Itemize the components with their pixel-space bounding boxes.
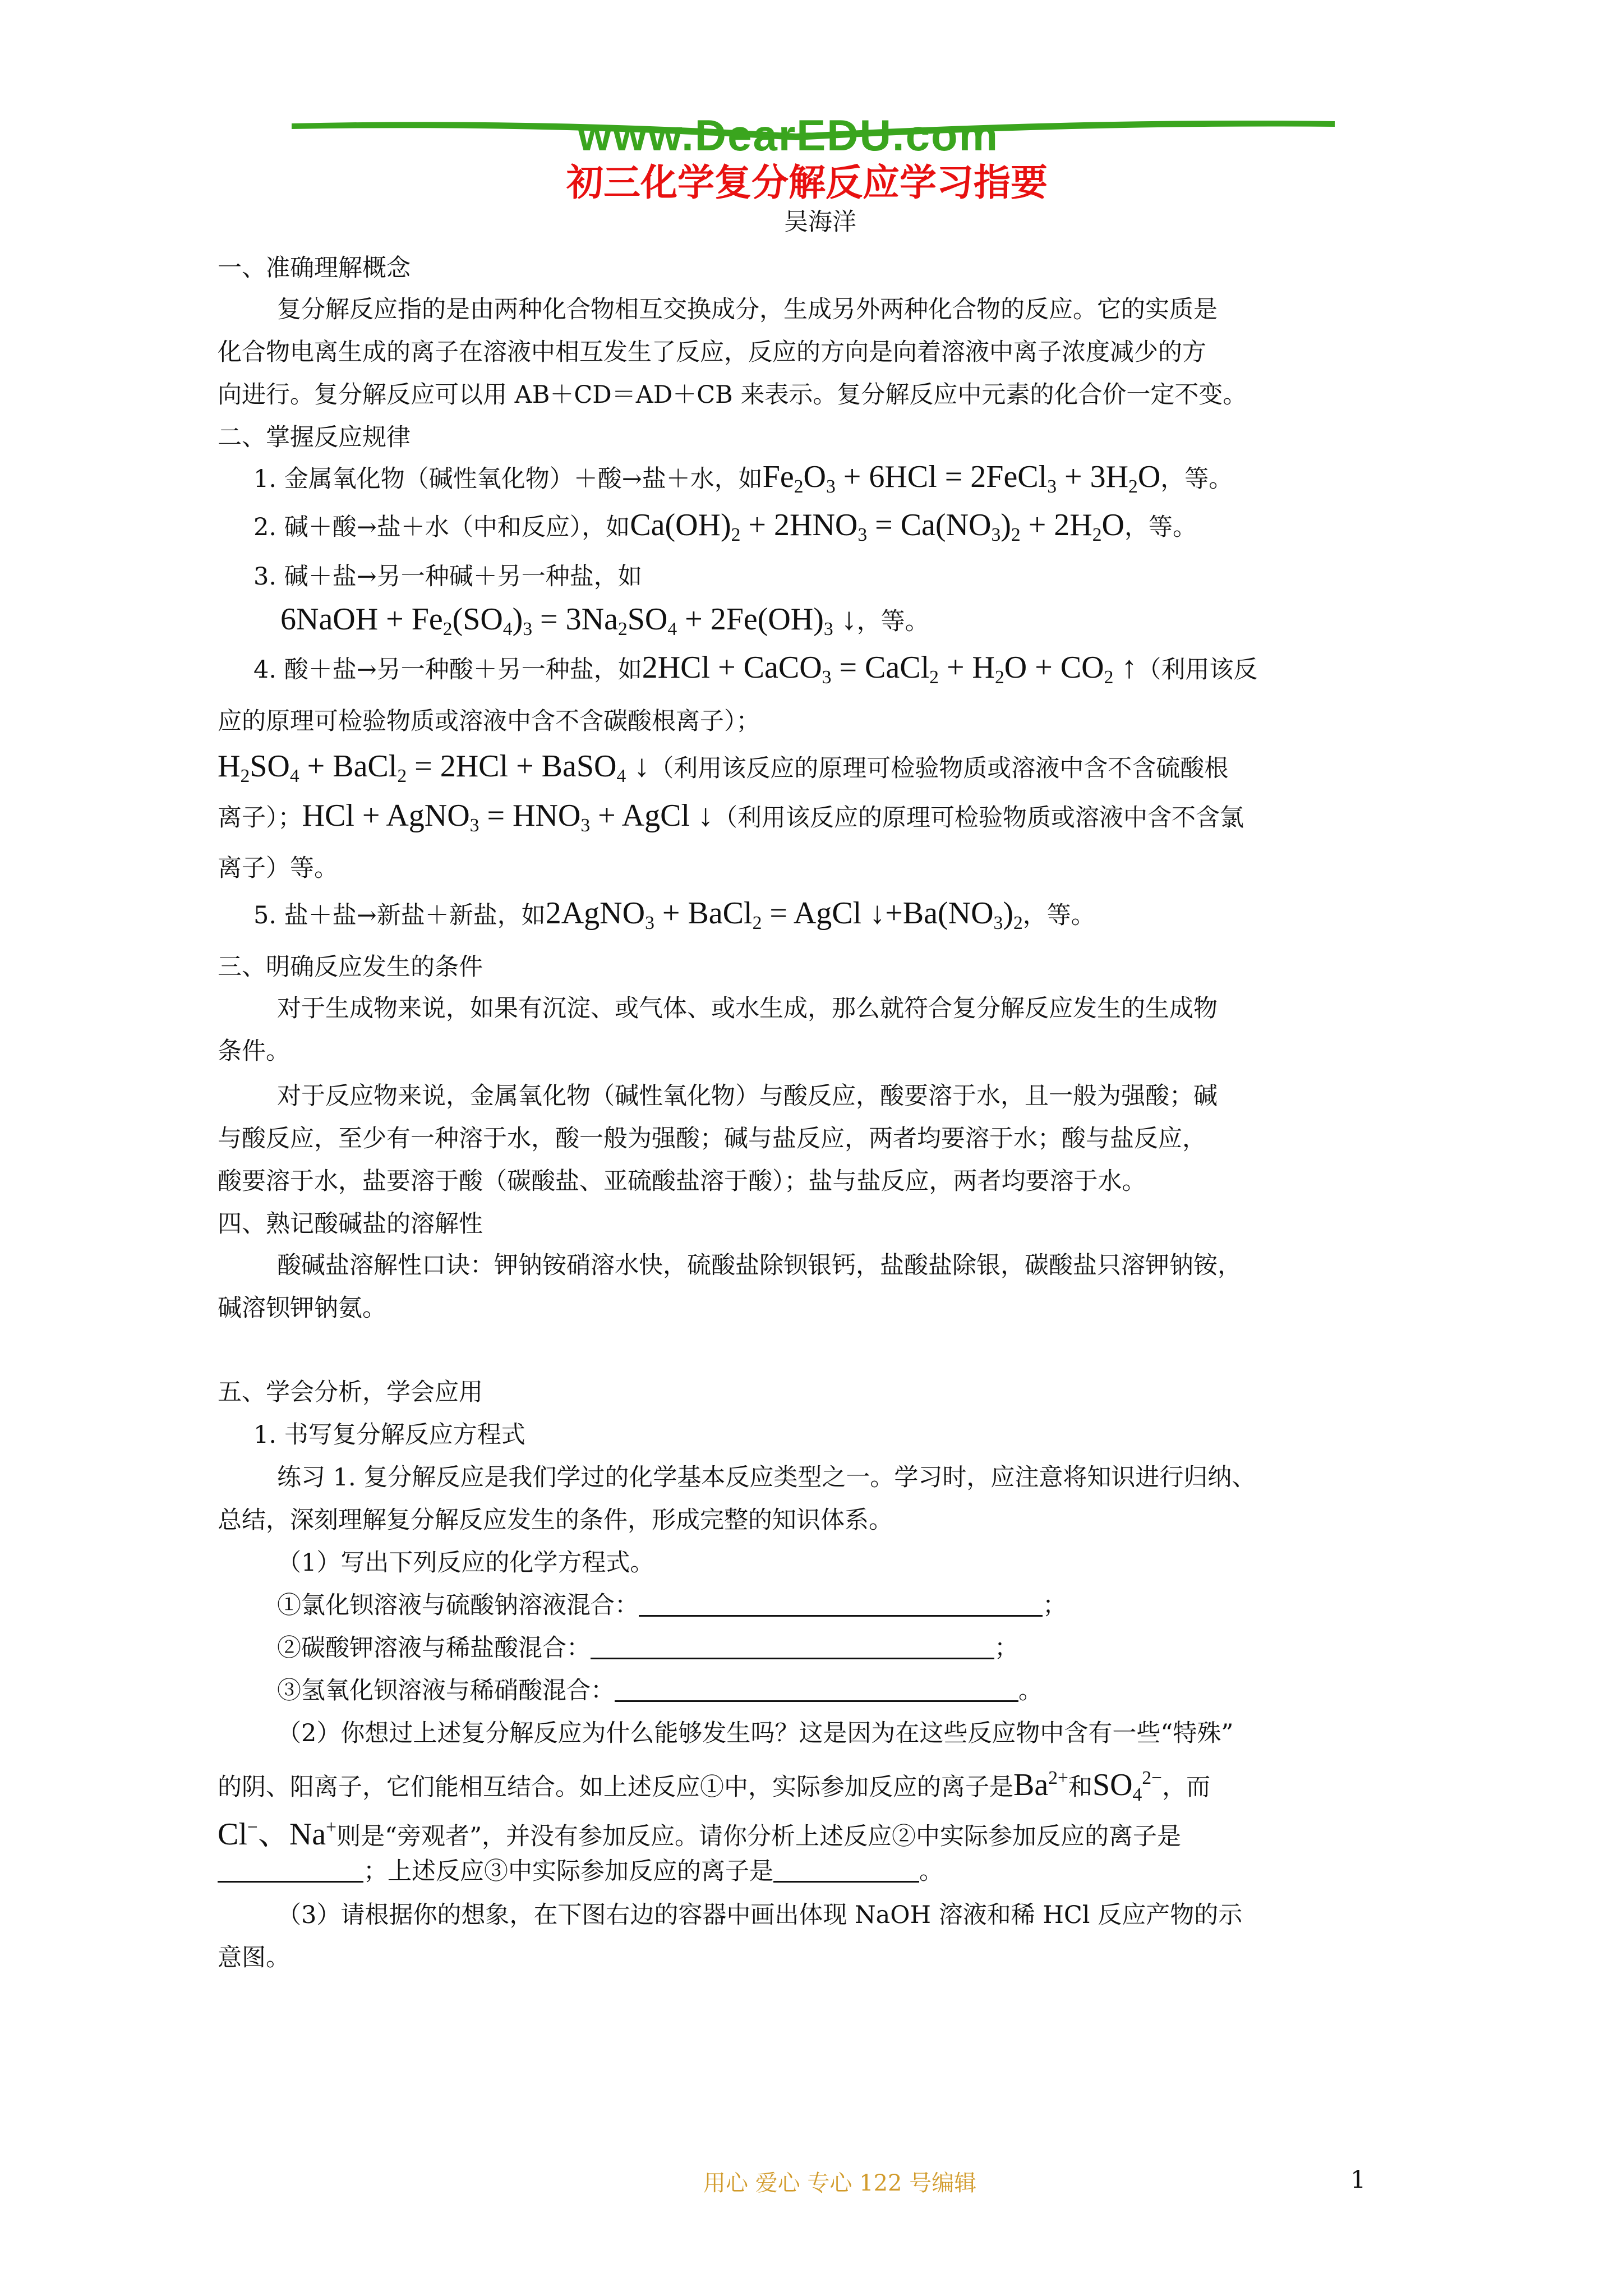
site-logo: www.DearEDU.com [578,111,999,160]
paragraph-line: 条件。 [218,1037,290,1065]
rule-4-line3: $H_2SO_4$ + BaCl$_2$ = 2HCl + BaSO$_4$ ↓（利用该反应的原理可检验物质或溶液中含不含硫酸根 [218,749,1229,787]
ion-formula: $SO_4^{2-}$ [1092,1768,1163,1806]
paragraph-line: 向进行。复分解反应可以用 AB＋CD＝AD＋CB 来表示。复分解反应中元素的化合价一定不变。 [218,381,1247,409]
answer-blank[interactable] [591,1635,994,1659]
equation: HCl + AgNO$_3$ = $HNO_3$ + AgCl ↓ [302,798,714,836]
question-2-line1: （2）你想过上述复分解反应为什么能够发生吗？这是因为在这些反应物中含有一些“特殊” [277,1719,1234,1747]
equation: 2HCl + CaCO$_3$ = CaCl$_2$ + $H_2O + CO_2$ ↑ [642,650,1137,688]
exercise-item-2: ②碳酸钾溶液与稀盐酸混合： ； [277,1634,1018,1662]
paragraph-line: 离子）等。 [218,854,338,882]
page-number: 1 [1350,2166,1366,2194]
rule-label: 4. 酸＋盐→另一种酸＋另一种盐，如 [253,656,642,684]
exercise-item-3: ③氢氧化钡溶液与稀硝酸混合： 。 [277,1677,1043,1705]
rule-label: 5. 盐＋盐→新盐＋新盐，如 [253,901,546,930]
paragraph-line: 对于反应物来说，金属氧化物（碱性氧化物）与酸反应，酸要溶于水，且一般为强酸；碱 [277,1082,1218,1110]
equation: 2AgNO$_3$ + BaCl$_2$ = AgCl $↓+Ba(NO_3)_2$ [545,896,1023,934]
answer-blank[interactable] [218,1858,363,1883]
section-heading: 五、学会分析，学会应用 [218,1378,483,1406]
page-title: 初三化学复分解反应学习指要 [566,161,1048,204]
author: 吴海洋 [784,208,856,236]
paragraph-line: 酸碱盐溶解性口诀：钾钠铵硝溶水快，硫酸盐除钡银钙，盐酸盐除银，碳酸盐只溶钾钠铵， [277,1251,1242,1280]
rule-3-label: 3. 碱＋盐→另一种碱＋另一种盐，如 [253,563,642,591]
paragraph-line: 酸要溶于水，盐要溶于酸（碳酸盐、亚硫酸盐溶于酸）；盐与盐反应，两者均要溶于水。 [218,1167,1146,1195]
equation: $H_2SO_4$ + BaCl$_2$ = 2HCl + BaSO$_4$ ↓ [218,749,650,787]
equation: 6NaOH + $Fe_2(SO_4)_3 = 3Na_2SO_4 + 2Fe(OH)_3$ ↓ [280,602,857,640]
rule-1: 1. 金属氧化物（碱性氧化物）＋酸→盐＋水，如$Fe_2O_3 + 6HCl$ = 2FeCl$_3$ + $3H_2O$，等。 [253,459,1233,498]
section-heading: 二、掌握反应规律 [218,424,411,452]
equation: $Ca(OH)_2 + 2HNO_3 = Ca(NO_3)_2 + 2H_2O$ [630,508,1124,546]
paragraph-line: 复分解反应指的是由两种化合物相互交换成分，生成另外两种化合物的反应。它的实质是 [277,296,1218,324]
question-2-line2: 的阴、阳离子，它们能相互结合。如上述反应①中，实际参加反应的离子是$Ba^{2+}$和$SO_4^{2-}$，而 [218,1768,1211,1806]
rule-4: 4. 酸＋盐→另一种酸＋另一种盐，如2HCl + CaCO$_3$ = CaCl$_2$ + $H_2O + CO_2$ ↑（利用该反 [253,650,1258,688]
question-2-line3: Cl−、Na+则是“旁观者”，并没有参加反应。请你分析上述反应②中实际参加反应的离子是 [218,1817,1182,1852]
rule-5: 5. 盐＋盐→新盐＋新盐，如2AgNO$_3$ + BaCl$_2$ = AgCl $↓+Ba(NO_3)_2$，等。 [253,896,1095,934]
question-3-line1: （3）请根据你的想象，在下图右边的容器中画出体现 NaOH 溶液和稀 HCl 反应产物的示 [277,1901,1243,1929]
paragraph-line: 应的原理可检验物质或溶液中含不含碳酸根离子）； [218,707,760,735]
equation: $Fe_2O_3 + 6HCl$ = 2FeCl$_3$ + $3H_2O$ [762,459,1161,498]
ion-formula: $Ba^{2+}$ [1013,1768,1068,1803]
question-2-line4: ；上述反应③中实际参加反应的离子是 。 [218,1855,943,1888]
answer-blank[interactable] [773,1858,919,1883]
question-3-line2: 意图。 [218,1944,290,1972]
rule-4-line4: 离子）；HCl + AgNO$_3$ = $HNO_3$ + AgCl ↓（利用该反应的原理可检验物质或溶液中含不含氯 [218,798,1244,836]
section-heading: 一、准确理解概念 [218,254,411,282]
exercise-item-1: ①氯化钡溶液与硫酸钠溶液混合： ； [277,1591,1067,1619]
rule-label: 1. 金属氧化物（碱性氧化物）＋酸→盐＋水，如 [253,465,763,493]
question-1: （1）写出下列反应的化学方程式。 [277,1549,654,1577]
paragraph-line: 碱溶钡钾钠氨。 [218,1294,386,1322]
paragraph-line: 与酸反应，至少有一种溶于水，酸一般为强酸；碱与盐反应，两者均要溶于水；酸与盐反应， [218,1125,1206,1153]
paragraph-line: 练习 1. 复分解反应是我们学过的化学基本反应类型之一。学习时，应注意将知识进行归纳、 [277,1464,1256,1492]
paragraph-line: 总结，深刻理解复分解反应发生的条件，形成完整的知识体系。 [218,1506,893,1534]
paragraph-line: 对于生成物来说，如果有沉淀、或气体、或水生成，那么就符合复分解反应发生的生成物 [277,995,1218,1023]
rule-3: 6NaOH + $Fe_2(SO_4)_3 = 3Na_2SO_4 + 2Fe(OH)_3$ ↓，等。 [280,602,929,640]
ion-formula: Cl−、Na+ [218,1817,337,1852]
rule-2: 2. 碱＋酸→盐＋水（中和反应），如$Ca(OH)_2 + 2HNO_3 = Ca(NO_3)_2 + 2H_2O$，等。 [253,508,1197,546]
answer-blank[interactable] [639,1593,1043,1617]
answer-blank[interactable] [615,1678,1018,1702]
paragraph-line: 化合物电离生成的离子在溶液中相互发生了反应，反应的方向是向着溶液中离子浓度减少的方 [218,338,1206,366]
section-heading: 三、明确反应发生的条件 [218,953,483,981]
rule-label: 2. 碱＋酸→盐＋水（中和反应），如 [253,513,630,541]
footer-text: 用心 爱心 专心 122 号编辑 [703,2170,977,2196]
subheading: 1. 书写复分解反应方程式 [253,1421,525,1449]
section-heading: 四、熟记酸碱盐的溶解性 [218,1210,483,1238]
